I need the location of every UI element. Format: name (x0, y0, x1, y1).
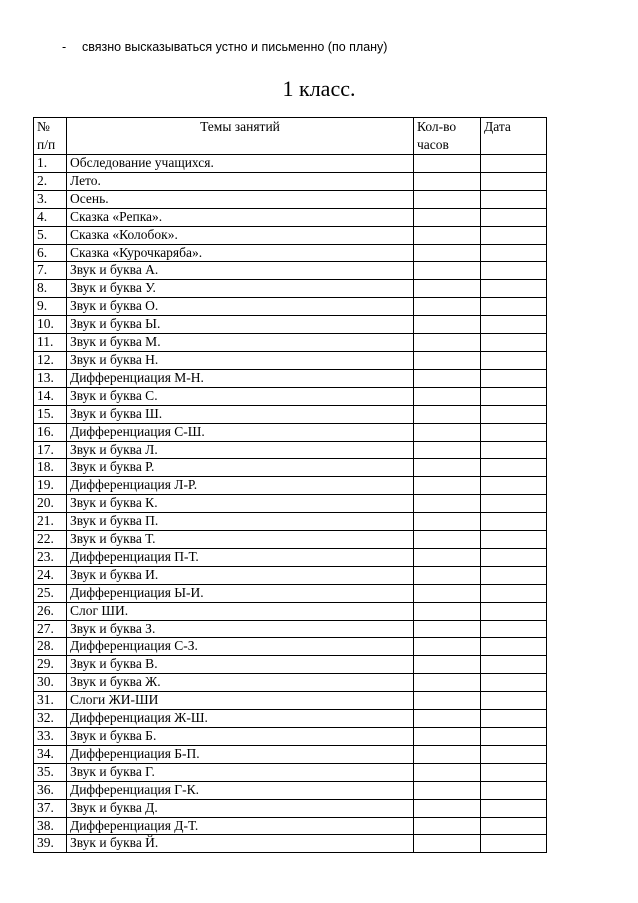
row-topic: Сказка «Репка». (67, 208, 414, 226)
row-hours (414, 710, 481, 728)
row-date (481, 477, 547, 495)
row-date (481, 405, 547, 423)
row-topic: Дифференциация Б-П. (67, 745, 414, 763)
table-row (34, 351, 547, 369)
row-topic: Лето. (67, 172, 414, 190)
row-date (481, 781, 547, 799)
table-row (34, 531, 547, 549)
header-hours (414, 118, 481, 155)
table-body (34, 155, 547, 853)
row-hours (414, 441, 481, 459)
row-number: 3. (34, 190, 67, 208)
row-topic: Звук и буква Р. (67, 459, 414, 477)
header-number (34, 118, 67, 155)
row-hours (414, 566, 481, 584)
row-number: 13. (34, 369, 67, 387)
row-topic: Звук и буква В. (67, 656, 414, 674)
row-date (481, 459, 547, 477)
table-row (34, 405, 547, 423)
row-number: 6. (34, 244, 67, 262)
table-row (34, 441, 547, 459)
row-date (481, 745, 547, 763)
table-row (34, 316, 547, 334)
row-date (481, 262, 547, 280)
row-number: 10. (34, 316, 67, 334)
row-topic: Сказка «Колобок». (67, 226, 414, 244)
row-number: 32. (34, 710, 67, 728)
row-hours (414, 262, 481, 280)
row-hours (414, 280, 481, 298)
table-row (34, 566, 547, 584)
class-heading: 1 класс. (282, 76, 356, 101)
row-date (481, 280, 547, 298)
row-number: 11. (34, 334, 67, 352)
row-date (481, 799, 547, 817)
row-topic: Обследование учащихся. (67, 155, 414, 173)
row-number: 20. (34, 495, 67, 513)
row-number: 37. (34, 799, 67, 817)
row-date (481, 226, 547, 244)
row-date (481, 298, 547, 316)
row-date (481, 351, 547, 369)
row-hours (414, 763, 481, 781)
table-row (34, 710, 547, 728)
row-hours (414, 244, 481, 262)
row-topic: Осень. (67, 190, 414, 208)
table-row (34, 799, 547, 817)
table-row (34, 334, 547, 352)
row-number: 7. (34, 262, 67, 280)
row-number: 26. (34, 602, 67, 620)
row-hours (414, 495, 481, 513)
table-row (34, 155, 547, 173)
header-date (481, 118, 547, 155)
row-hours (414, 656, 481, 674)
row-hours (414, 351, 481, 369)
row-number: 4. (34, 208, 67, 226)
row-date (481, 513, 547, 531)
row-hours (414, 316, 481, 334)
row-date (481, 387, 547, 405)
row-topic: Звук и буква К. (67, 495, 414, 513)
row-topic: Звук и буква Л. (67, 441, 414, 459)
row-number: 17. (34, 441, 67, 459)
row-number: 18. (34, 459, 67, 477)
row-topic: Звук и буква Д. (67, 799, 414, 817)
bullet-text: связно высказываться устно и письменно (по плану) (82, 40, 388, 54)
table-row (34, 495, 547, 513)
row-number: 14. (34, 387, 67, 405)
row-date (481, 835, 547, 853)
table-row (34, 513, 547, 531)
row-topic: Дифференциация Л-Р. (67, 477, 414, 495)
row-topic: Дифференциация М-Н. (67, 369, 414, 387)
table-row (34, 477, 547, 495)
row-date (481, 566, 547, 584)
row-date (481, 531, 547, 549)
row-number: 28. (34, 638, 67, 656)
row-topic: Дифференциация Ж-Ш. (67, 710, 414, 728)
row-hours (414, 387, 481, 405)
row-number: 33. (34, 728, 67, 746)
row-topic: Сказка «Курочкаряба». (67, 244, 414, 262)
row-topic: Звук и буква П. (67, 513, 414, 531)
row-number: 31. (34, 692, 67, 710)
row-hours (414, 190, 481, 208)
row-date (481, 710, 547, 728)
table-row (34, 674, 547, 692)
row-hours (414, 781, 481, 799)
row-date (481, 334, 547, 352)
row-hours (414, 799, 481, 817)
row-hours (414, 477, 481, 495)
row-number: 19. (34, 477, 67, 495)
row-number: 34. (34, 745, 67, 763)
row-topic: Дифференциация П-Т. (67, 548, 414, 566)
row-number: 39. (34, 835, 67, 853)
table-row (34, 172, 547, 190)
row-topic: Звук и буква М. (67, 334, 414, 352)
row-number: 12. (34, 351, 67, 369)
row-topic: Звук и буква Ж. (67, 674, 414, 692)
row-hours (414, 369, 481, 387)
row-date (481, 369, 547, 387)
table-row (34, 728, 547, 746)
row-hours (414, 459, 481, 477)
row-hours (414, 584, 481, 602)
table-row (34, 387, 547, 405)
table-row (34, 620, 547, 638)
table-row (34, 244, 547, 262)
row-topic: Звук и буква Н. (67, 351, 414, 369)
row-number: 1. (34, 155, 67, 173)
table-row (34, 262, 547, 280)
row-hours (414, 548, 481, 566)
row-number: 16. (34, 423, 67, 441)
row-hours (414, 334, 481, 352)
table-row (34, 656, 547, 674)
row-number: 2. (34, 172, 67, 190)
row-hours (414, 745, 481, 763)
header-hours-line2: часов (417, 137, 449, 152)
row-date (481, 602, 547, 620)
row-topic: Звук и буква С. (67, 387, 414, 405)
row-date (481, 674, 547, 692)
row-number: 29. (34, 656, 67, 674)
table-row (34, 423, 547, 441)
row-topic: Звук и буква И. (67, 566, 414, 584)
table-row (34, 369, 547, 387)
bullet-line (62, 40, 387, 54)
row-number: 22. (34, 531, 67, 549)
table-row (34, 763, 547, 781)
row-topic: Звук и буква Т. (67, 531, 414, 549)
row-date (481, 692, 547, 710)
row-number: 36. (34, 781, 67, 799)
row-date (481, 763, 547, 781)
row-topic: Звук и буква Б. (67, 728, 414, 746)
row-date (481, 584, 547, 602)
row-date (481, 155, 547, 173)
row-hours (414, 835, 481, 853)
table-row (34, 692, 547, 710)
row-hours (414, 172, 481, 190)
table-row (34, 602, 547, 620)
row-topic: Звук и буква Й. (67, 835, 414, 853)
row-date (481, 316, 547, 334)
row-number: 21. (34, 513, 67, 531)
row-number: 24. (34, 566, 67, 584)
row-hours (414, 298, 481, 316)
row-number: 38. (34, 817, 67, 835)
row-topic: Дифференциация Д-Т. (67, 817, 414, 835)
table-row (34, 190, 547, 208)
row-date (481, 728, 547, 746)
row-date (481, 817, 547, 835)
row-hours (414, 602, 481, 620)
row-topic: Звук и буква Г. (67, 763, 414, 781)
row-topic: Звук и буква О. (67, 298, 414, 316)
row-hours (414, 620, 481, 638)
row-topic: Звук и буква З. (67, 620, 414, 638)
row-hours (414, 513, 481, 531)
row-hours (414, 208, 481, 226)
row-hours (414, 674, 481, 692)
table-row (34, 548, 547, 566)
row-date (481, 441, 547, 459)
row-date (481, 656, 547, 674)
row-number: 5. (34, 226, 67, 244)
row-date (481, 638, 547, 656)
table-row (34, 298, 547, 316)
row-hours (414, 531, 481, 549)
bullet-dash: - (62, 40, 67, 54)
row-topic: Слог ШИ. (67, 602, 414, 620)
row-date (481, 208, 547, 226)
row-hours (414, 728, 481, 746)
row-hours (414, 423, 481, 441)
header-date-label: Дата (484, 119, 511, 134)
row-number: 9. (34, 298, 67, 316)
row-hours (414, 405, 481, 423)
row-topic: Звук и буква У. (67, 280, 414, 298)
table-row (34, 459, 547, 477)
row-topic: Дифференциация Г-К. (67, 781, 414, 799)
row-hours (414, 638, 481, 656)
header-number-line2: п/п (37, 137, 56, 152)
row-topic: Дифференциация С-З. (67, 638, 414, 656)
row-number: 30. (34, 674, 67, 692)
table-row (34, 745, 547, 763)
row-hours (414, 817, 481, 835)
table-row (34, 781, 547, 799)
row-date (481, 190, 547, 208)
row-topic: Звук и буква Ш. (67, 405, 414, 423)
header-number-line1: № (37, 119, 50, 134)
table-header-row (34, 118, 547, 155)
table-row (34, 280, 547, 298)
row-topic: Звук и буква А. (67, 262, 414, 280)
lessons-table (33, 117, 547, 853)
header-topics (67, 118, 414, 155)
row-number: 23. (34, 548, 67, 566)
row-topic: Дифференциация Ы-И. (67, 584, 414, 602)
table-row (34, 584, 547, 602)
table-row (34, 835, 547, 853)
row-date (481, 620, 547, 638)
row-topic: Дифференциация С-Ш. (67, 423, 414, 441)
row-date (481, 172, 547, 190)
row-number: 25. (34, 584, 67, 602)
row-number: 27. (34, 620, 67, 638)
table-row (34, 817, 547, 835)
table-row (34, 638, 547, 656)
table-row (34, 208, 547, 226)
row-number: 15. (34, 405, 67, 423)
row-date (481, 495, 547, 513)
row-number: 35. (34, 763, 67, 781)
row-date (481, 548, 547, 566)
row-hours (414, 155, 481, 173)
row-topic: Звук и буква Ы. (67, 316, 414, 334)
header-topics-label: Темы занятий (200, 119, 280, 134)
row-hours (414, 226, 481, 244)
table-row (34, 226, 547, 244)
row-topic: Слоги ЖИ-ШИ (67, 692, 414, 710)
row-date (481, 244, 547, 262)
row-hours (414, 692, 481, 710)
row-date (481, 423, 547, 441)
row-number: 8. (34, 280, 67, 298)
header-hours-line1: Кол-во (417, 119, 457, 134)
